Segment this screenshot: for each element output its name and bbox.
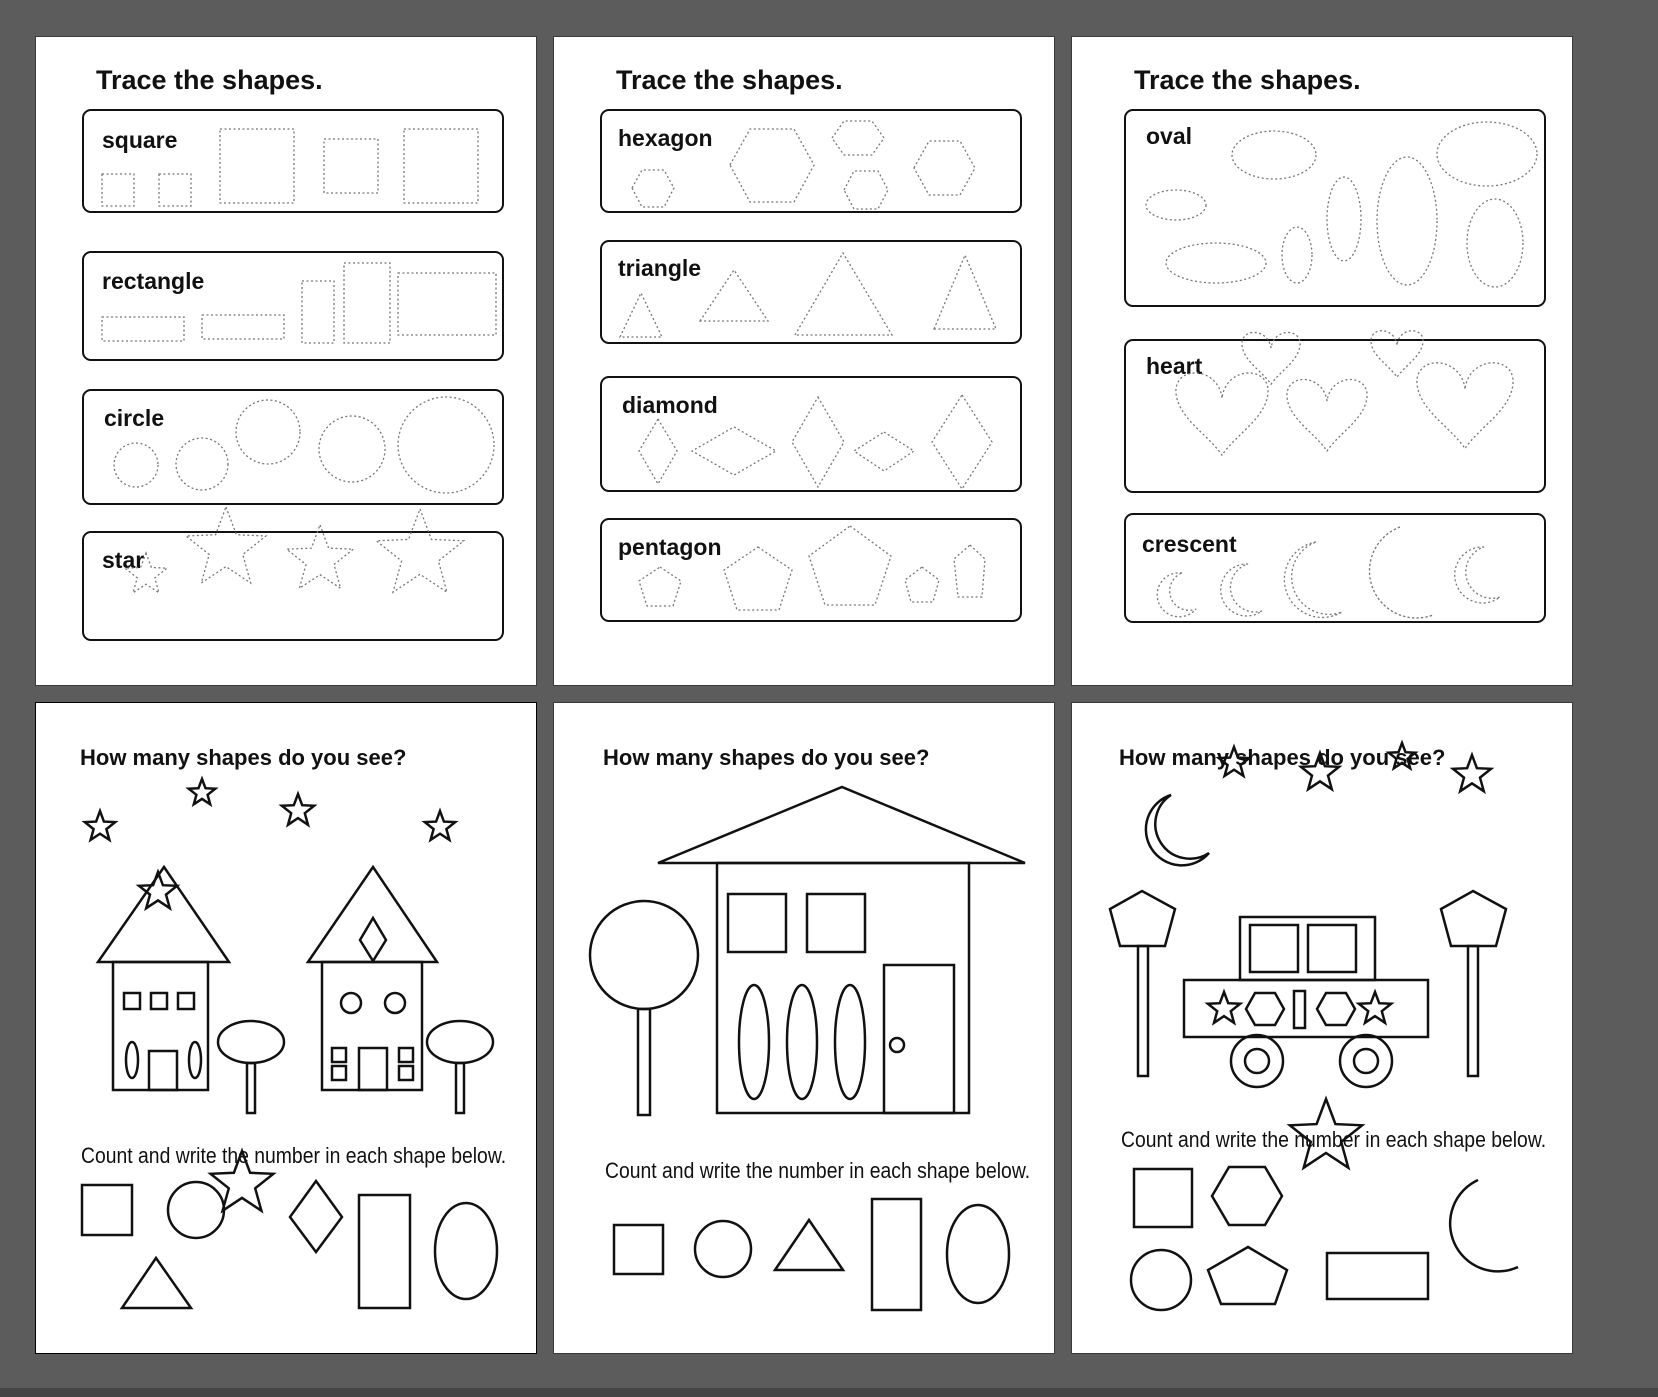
wheel xyxy=(1231,1035,1283,1087)
oval-window xyxy=(126,1042,138,1078)
star-shape xyxy=(1453,755,1491,791)
dotted-pentagon xyxy=(954,545,985,597)
square-window xyxy=(807,894,865,952)
dotted-hexagon xyxy=(832,121,884,155)
star-shape xyxy=(1290,1099,1362,1168)
star-shape xyxy=(1389,743,1416,768)
dotted-square xyxy=(159,174,191,206)
worksheet-trace-2 xyxy=(553,36,1055,686)
dotted-rectangle xyxy=(202,315,284,339)
shape-label: hexagon xyxy=(618,125,713,151)
dotted-hexagon xyxy=(730,129,814,202)
dotted-rectangle xyxy=(344,263,390,343)
shape-label: crescent xyxy=(1142,531,1237,557)
small-square xyxy=(178,993,194,1009)
lamp-pentagon xyxy=(1110,891,1175,946)
star-shape xyxy=(376,509,463,592)
small-square xyxy=(332,1048,346,1062)
shape-picture-car xyxy=(1072,703,1572,1353)
dotted-square xyxy=(324,139,378,193)
lamp-post xyxy=(1468,946,1478,1076)
shape-label: pentagon xyxy=(618,534,722,560)
shape-label: triangle xyxy=(618,255,702,281)
tree-circle xyxy=(590,901,698,1009)
answer-pentagon xyxy=(1208,1247,1287,1304)
oval-window xyxy=(739,985,769,1099)
dotted-pentagon xyxy=(905,567,939,602)
circle-window xyxy=(341,993,361,1013)
answer-circle xyxy=(1131,1250,1191,1310)
dotted-pentagon xyxy=(809,526,891,605)
door xyxy=(149,1051,177,1090)
question-heading: How many shapes do you see? xyxy=(80,745,407,770)
house-wall xyxy=(322,962,422,1090)
car-hexagon xyxy=(1246,993,1284,1025)
star-shape xyxy=(282,794,314,825)
star-shape xyxy=(211,1151,274,1211)
dotted-diamond xyxy=(932,395,992,489)
tree-oval xyxy=(427,1021,493,1063)
worksheet-trace-3 xyxy=(1071,36,1573,686)
tree-trunk xyxy=(638,1009,650,1115)
star-shape xyxy=(1359,992,1391,1023)
star-shape xyxy=(1208,992,1240,1023)
answer-diamond xyxy=(290,1181,342,1252)
car-hexagon xyxy=(1317,993,1355,1025)
shape-picture-houses xyxy=(36,703,536,1353)
shape-label: diamond xyxy=(622,392,718,418)
triangle-roof xyxy=(658,787,1025,863)
tree-trunk xyxy=(247,1063,255,1113)
shape-label: circle xyxy=(104,405,165,431)
dotted-rectangle xyxy=(302,281,334,343)
wheel-hub xyxy=(1354,1049,1378,1073)
bottom-edge xyxy=(0,1388,1658,1397)
shape-picture-house xyxy=(554,703,1054,1353)
shape-label: square xyxy=(102,127,178,153)
dotted-circle xyxy=(114,443,158,487)
dotted-oval xyxy=(1467,199,1523,287)
tree-trunk xyxy=(456,1063,464,1113)
dotted-hexagon xyxy=(914,141,975,195)
answer-triangle xyxy=(775,1220,843,1270)
dotted-square xyxy=(220,129,294,203)
answer-rectangle xyxy=(359,1195,410,1308)
star-shape xyxy=(186,507,266,583)
triangle-roof xyxy=(308,867,437,962)
dotted-square xyxy=(404,129,478,203)
dotted-hexagon xyxy=(632,170,674,207)
dotted-diamond xyxy=(854,432,914,471)
star-shape xyxy=(125,553,167,593)
wheel-hub xyxy=(1245,1049,1269,1073)
diamond-window xyxy=(360,918,386,961)
page-title: Trace the shapes. xyxy=(1134,65,1361,95)
dotted-heart xyxy=(1417,363,1513,449)
answer-square xyxy=(1134,1169,1192,1227)
dotted-oval xyxy=(1232,131,1316,179)
dotted-diamond xyxy=(639,419,677,484)
dotted-oval xyxy=(1166,243,1266,283)
answer-rectangle xyxy=(1327,1253,1428,1299)
small-square xyxy=(151,993,167,1009)
dotted-diamond xyxy=(692,427,776,475)
circle-window xyxy=(385,993,405,1013)
answer-hexagon xyxy=(1212,1167,1282,1225)
triangle-roof xyxy=(98,867,229,962)
shape-label: heart xyxy=(1146,353,1203,379)
lamp-post xyxy=(1138,946,1148,1076)
small-square xyxy=(399,1066,413,1080)
dotted-triangle xyxy=(620,293,662,337)
dotted-crescent xyxy=(1221,564,1262,616)
instruction-text: Count and write the number in each shape below. xyxy=(605,1158,1031,1183)
dotted-rectangle xyxy=(102,317,184,341)
car-window xyxy=(1308,925,1356,972)
dotted-heart xyxy=(1242,332,1300,384)
dotted-shapes-1 xyxy=(36,37,536,685)
instruction-text: Count and write the number in each shape below. xyxy=(1121,1127,1547,1152)
dotted-square xyxy=(102,174,134,206)
door-knob xyxy=(890,1038,904,1052)
dotted-oval xyxy=(1146,190,1206,220)
tree-oval xyxy=(218,1021,284,1063)
dotted-crescent xyxy=(1284,542,1342,617)
worksheet-trace-1 xyxy=(35,36,537,686)
shape-label: oval xyxy=(1146,123,1193,149)
answer-circle xyxy=(168,1182,224,1238)
dotted-oval xyxy=(1282,227,1312,283)
small-square xyxy=(332,1066,346,1080)
car-rectangle xyxy=(1294,991,1305,1028)
dotted-rectangle xyxy=(398,273,496,335)
answer-square xyxy=(82,1185,132,1235)
dotted-oval xyxy=(1327,177,1361,261)
question-heading: How many shapes do you see? xyxy=(603,745,930,770)
oval-window xyxy=(787,985,817,1099)
question-heading: How many shapes do you see? xyxy=(1119,745,1446,770)
dotted-circle xyxy=(176,438,228,490)
dotted-oval xyxy=(1377,157,1437,285)
dotted-heart xyxy=(1371,331,1423,377)
dotted-pentagon xyxy=(724,547,792,610)
lamp-pentagon xyxy=(1441,891,1506,946)
answer-oval xyxy=(947,1205,1009,1303)
answer-oval xyxy=(435,1203,497,1299)
star-shape xyxy=(1219,747,1249,776)
worksheet-count-3 xyxy=(1071,702,1573,1354)
worksheet-count-2 xyxy=(553,702,1055,1354)
moon-crescent xyxy=(1146,795,1209,865)
dotted-circle xyxy=(236,400,300,464)
star-shape xyxy=(425,811,455,840)
page-title: Trace the shapes. xyxy=(616,65,843,95)
dotted-crescent xyxy=(1157,573,1196,617)
dotted-hexagon xyxy=(844,171,888,209)
shape-label: rectangle xyxy=(102,268,205,294)
dotted-diamond xyxy=(792,397,844,487)
shape-label: star xyxy=(102,547,145,573)
dotted-triangle xyxy=(934,255,996,329)
star-shape xyxy=(85,811,115,840)
dotted-heart xyxy=(1287,379,1367,451)
house-wall xyxy=(717,863,969,1113)
dotted-triangle xyxy=(700,270,768,321)
star-shape xyxy=(189,779,216,804)
small-square xyxy=(124,993,140,1009)
dotted-triangle xyxy=(795,253,892,335)
worksheet-count-1 xyxy=(35,702,537,1354)
dotted-oval xyxy=(1437,122,1537,186)
answer-crescent xyxy=(1450,1180,1518,1271)
page-title: Trace the shapes. xyxy=(96,65,323,95)
door xyxy=(359,1048,387,1090)
oval-window xyxy=(189,1042,201,1078)
dotted-circle xyxy=(319,416,385,482)
dotted-heart xyxy=(1176,373,1268,455)
car-window xyxy=(1250,925,1298,972)
dotted-pentagon xyxy=(639,567,681,606)
square-window xyxy=(728,894,786,952)
small-square xyxy=(399,1048,413,1062)
wheel xyxy=(1340,1035,1392,1087)
answer-rectangle xyxy=(872,1199,921,1310)
star-shape xyxy=(287,525,354,588)
answer-triangle xyxy=(122,1258,191,1308)
answer-square xyxy=(614,1225,663,1274)
star-shape xyxy=(1301,753,1339,789)
dotted-crescent xyxy=(1369,527,1433,618)
answer-circle xyxy=(695,1221,751,1277)
oval-window xyxy=(835,985,865,1099)
dotted-shapes-3 xyxy=(1072,37,1572,685)
dotted-shapes-2 xyxy=(554,37,1054,685)
dotted-crescent xyxy=(1455,547,1500,603)
dotted-circle xyxy=(398,397,494,493)
instruction-text: Count and write the number in each shape below. xyxy=(81,1143,507,1168)
